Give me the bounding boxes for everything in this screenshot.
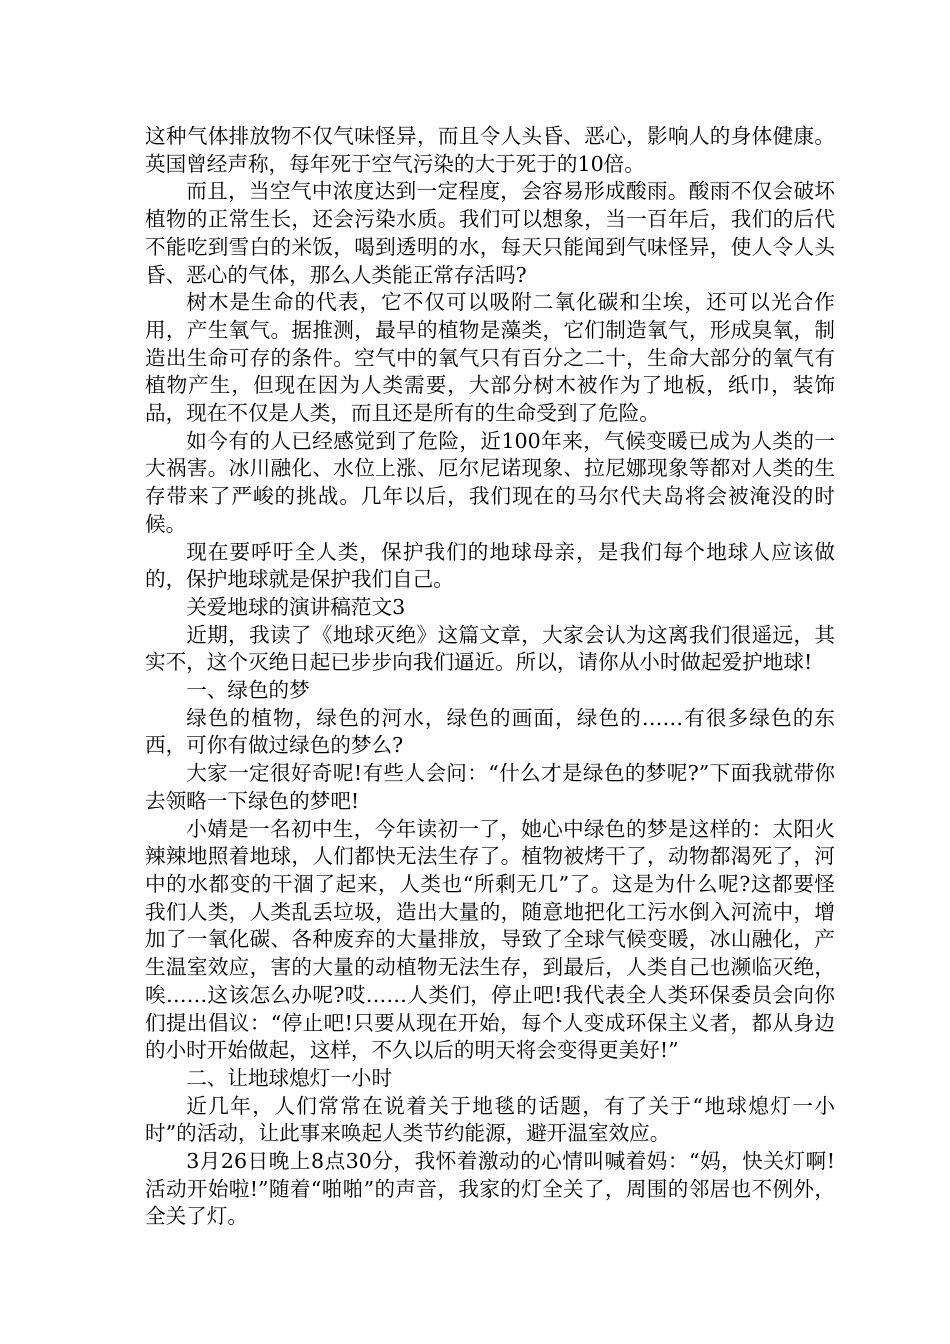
paragraph: 绿色的植物，绿色的河水，绿色的画面，绿色的……有很多绿色的东西，可你有做过绿色的梦么? xyxy=(145,705,835,758)
paragraph: 现在要呼吁全人类，保护我们的地球母亲，是我们每个地球人应该做的，保护地球就是保护我们自己。 xyxy=(145,539,835,592)
paragraph: 如今有的人已经感觉到了危险，近100年来，气候变暖已成为人类的一大祸害。冰川融化、水位上涨、厄尔尼诺现象、拉尼娜现象等都对人类的生存带来了严峻的挑战。几年以后，我们现在的马尔代夫岛将会被淹没的时候。 xyxy=(145,428,835,536)
paragraph: 树木是生命的代表，它不仅可以吸附二氧化碳和尘埃，还可以光合作用，产生氧气。据推测，最早的植物是藻类，它们制造氧气，形成臭氧，制造出生命可存的条件。空气中的氧气只有百分之二十，生命大部分的氧气有植物产生，但现在因为人类需要，大部分树木被作为了地板，纸巾，装饰品，现在不仅是人类，而且还是所有的生命受到了危险。 xyxy=(145,290,835,426)
paragraph: 大家一定很好奇呢!有些人会问：“什么才是绿色的梦呢?”下面我就带你去领略一下绿色的梦吧! xyxy=(145,761,835,813)
section-heading: 二、让地球熄灯一小时 xyxy=(186,1065,393,1090)
paragraph: 3月26日晚上8点30分，我怀着激动的心情叫喊着妈：“妈，快关灯啊!活动开始啦!”随着“啪啪”的声音，我家的灯全关了，周围的邻居也不例外，全关了灯。 xyxy=(145,1149,835,1229)
paragraph: 这种气体排放物不仅气味怪异，而且令人头昏、恶心，影响人的身体健康。英国曾经声称，每年死于空气污染的大于死于的10倍。 xyxy=(145,124,835,176)
paragraph: 小婧是一名初中生，今年读初一了，她心中绿色的梦是这样的：太阳火辣辣地照着地球，人们都快无法生存了。植物被烤干了，动物都渴死了，河中的水都变的干涸了起来，人类也“所剩无几”了。这是为什么呢?这都要怪我们人类，人类乱丢垃圾，造出大量的，随意地把化工污水倒入河流中，增加了一氧化碳、各种废弃的大量排放，导致了全球气候变暖，冰山融化，产生温室效应，害的大量的动植物无法生存，到最后，人类自己也濒临灭绝，唉……这该怎么办呢?哎……人类们，停止吧!我代表全人类环保委员会向你们提出倡议：“停止吧!只要从现在开始，每个人变成环保主义者，都从身边的小时开始做起，这样，不久以后的明天将会变得更美好!” xyxy=(145,816,835,1063)
section-heading: 关爱地球的演讲稿范文3 xyxy=(186,594,406,619)
paragraph: 近期，我读了《地球灭绝》这篇文章，大家会认为这离我们很遥远，其实不，这个灭绝日起已步步向我们逼近。所以，请你从小时做起爱护地球! xyxy=(145,622,835,675)
document-body xyxy=(145,123,835,1231)
section-heading: 一、绿色的梦 xyxy=(186,678,310,703)
paragraph: 近几年，人们常常在说着关于地毯的话题，有了关于“地球熄灯一小时”的活动，让此事来唤起人类节约能源，避开温室效应。 xyxy=(145,1093,835,1146)
paragraph: 而且，当空气中浓度达到一定程度，会容易形成酸雨。酸雨不仅会破坏植物的正常生长，还会污染水质。我们可以想象，当一百年后，我们的后代不能吃到雪白的米饭，喝到透明的水，每天只能闻到气味怪异，使人令人头昏、恶心的气体，那么人类能正常存活吗? xyxy=(145,179,835,287)
